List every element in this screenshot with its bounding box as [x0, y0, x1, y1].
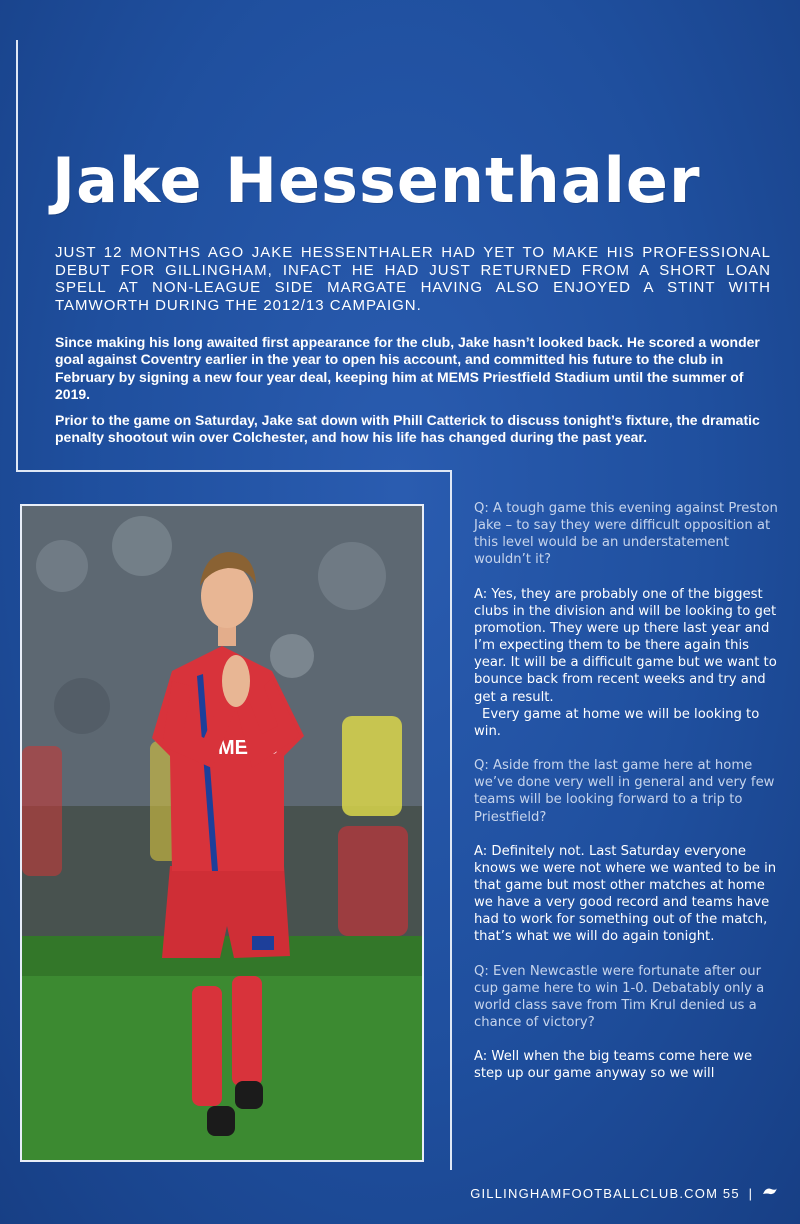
answer-text-continued: Every game at home we will be looking to win.: [474, 706, 760, 739]
left-border-rule: [16, 40, 18, 472]
interview-answer: [474, 586, 780, 740]
article-title: Jake Hessenthaler: [52, 144, 701, 217]
player-illustration: [22, 506, 422, 1160]
footer-separator: |: [748, 1186, 754, 1201]
player-photo: [20, 504, 424, 1162]
club-logo-icon: [762, 1185, 778, 1201]
answer-text: A: Yes, they are probably one of the biggest clubs in the division and will be looking to get promotion. They were up there last year and I’m expecting them to be there again this year. It will be a difficult game but we want to bounce back from recent weeks and try and get a result.: [474, 586, 777, 705]
intro-paragraph-1: Since making his long awaited first appearance for the club, Jake hasn’t looked back. He scored a wonder goal against Coventry earlier in the year to open his account, and committed his future to the club in February by signing a new four year deal, keeping him at MEMS Priestfield Stadium until the summer of 2019.: [55, 334, 760, 403]
interview-answer: A: Well when the big teams come here we step up our game anyway so we will: [474, 1049, 753, 1082]
interview-column: [474, 500, 780, 1100]
column-divider-rule: [450, 470, 452, 1170]
footer-website: GILLINGHAMFOOTBALLCLUB.COM: [470, 1186, 719, 1201]
page-footer: [470, 1185, 778, 1201]
section-divider-rule: [16, 470, 452, 472]
interview-question: Q: A tough game this evening against Preston Jake – to say they were difficult opposition at this level would be an understatement wouldn’t it?: [474, 501, 778, 568]
interview-question: Q: Aside from the last game here at home we’ve done very well in general and very few teams will be looking forward to a trip to Priestfield?: [474, 758, 775, 825]
intro-standfirst: JUST 12 MONTHS AGO JAKE HESSENTHALER HAD YET TO MAKE HIS PROFESSIONAL DEBUT FOR GILLINGHAM, INFACT HE HAD JUST RETURNED FROM A SHORT LOAN SPELL AT NON-LEAGUE SIDE MARGATE HAVING ALSO ENJOYED A STINT WITH TAMWORTH DURING THE 2012/13 CAMPAIGN.: [55, 244, 771, 315]
interview-question: Q: Even Newcastle were fortunate after our cup game here to win 1-0. Debatably only a world class save from Tim Krul denied us a chance of victory?: [474, 963, 765, 1031]
intro-paragraph-2: Prior to the game on Saturday, Jake sat down with Phill Catterick to discuss tonight’s fixture, the dramatic penalty shootout win over Colchester, and how his life has changed during the past year.: [55, 412, 760, 446]
interview-answer: A: Definitely not. Last Saturday everyone knows we were not where we wanted to be in that game but most other matches at home we have a very good record and teams have had to work for something out of the match, that’s what we will do again tonight.: [474, 843, 777, 945]
footer-page-number: 55: [722, 1186, 740, 1201]
